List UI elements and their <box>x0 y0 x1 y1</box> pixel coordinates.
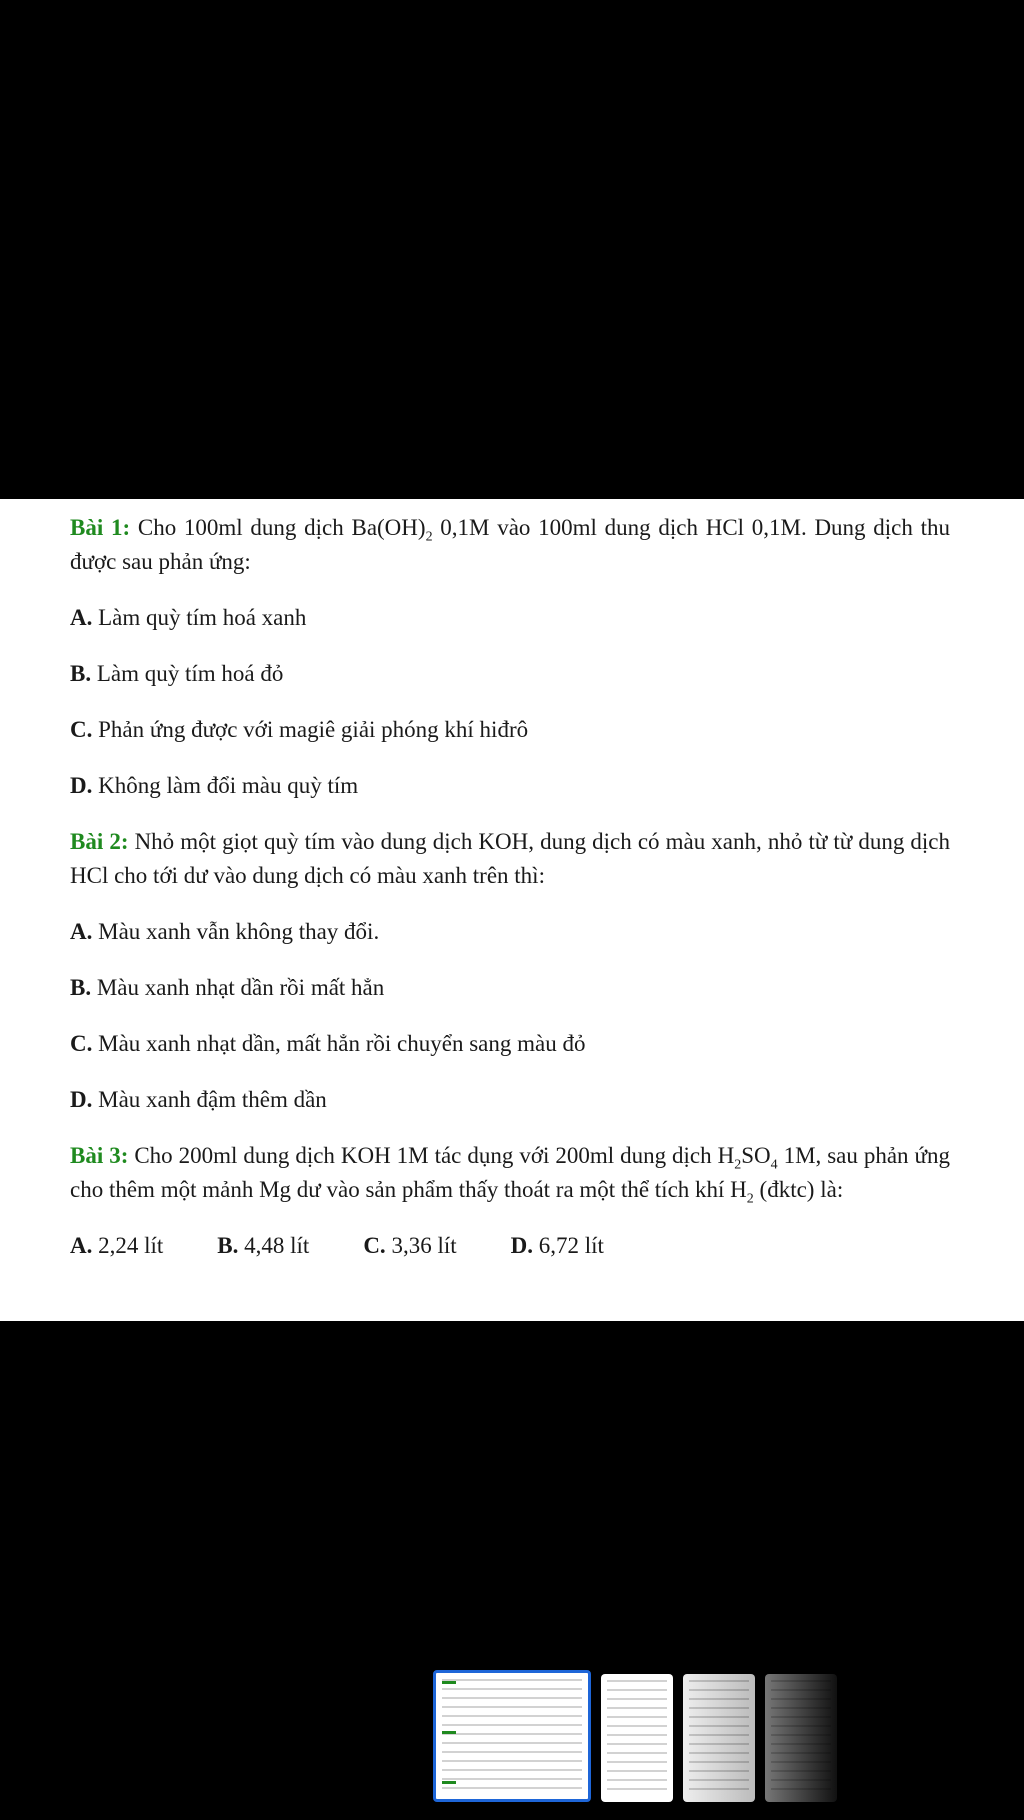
option-c: C. Màu xanh nhạt dần, mất hẳn rồi chuyển sang màu đỏ <box>70 1031 586 1056</box>
option-d: D. 6,72 lít <box>510 1233 604 1258</box>
option-c: C. Phản ứng được với magiê giải phóng khí hiđrô <box>70 717 529 742</box>
option-b: B. Màu xanh nhạt dần rồi mất hẳn <box>70 975 385 1000</box>
option-a: A. 2,24 lít <box>70 1233 164 1258</box>
option-d: D. Màu xanh đậm thêm dần <box>70 1087 327 1112</box>
thumbnail-strip <box>433 1670 837 1802</box>
question-label: Bài 3: <box>70 1143 129 1168</box>
option-a: A. Làm quỳ tím hoá xanh <box>70 605 307 630</box>
thumbnail-1[interactable] <box>433 1670 591 1802</box>
thumbnail-2[interactable] <box>601 1674 673 1802</box>
question-2: Bài 2: Nhỏ một giọt quỳ tím vào dung dịch KOH, dung dịch có màu xanh, nhỏ từ từ dung dịch HCl cho tới dư vào dung dịch có màu xanh trên thì: <box>70 829 951 888</box>
question-label: Bài 1: <box>70 515 131 540</box>
thumbnail-4[interactable] <box>765 1674 837 1802</box>
option-c: C. 3,36 lít <box>363 1233 457 1258</box>
option-b: B. Làm quỳ tím hoá đỏ <box>70 661 284 686</box>
question-label: Bài 2: <box>70 829 129 854</box>
option-d: D. Không làm đổi màu quỳ tím <box>70 773 359 798</box>
question-1: Bài 1: Cho 100ml dung dịch $Ba(OH)_2$ 0,1M vào 100ml dung dịch HCl 0,1M. Dung dịch thu được sau phản ứng: <box>70 515 950 574</box>
document-image[interactable] <box>0 499 1024 1321</box>
question-3: Bài 3: Cho 200ml dung dịch KOH 1M tác dụng với 200ml dung dịch $H_2SO_4$ 1M, sau phản ứng cho thêm một mảnh Mg dư vào sản phẩm thấy thoát ra một thể tích khí $H_2$ (đktc) là: <box>70 1143 950 1207</box>
thumbnail-3[interactable] <box>683 1674 755 1802</box>
option-b: B. 4,48 lít <box>217 1233 310 1258</box>
option-a: A. Màu xanh vẫn không thay đổi. <box>70 919 380 944</box>
options-row <box>70 1229 950 1263</box>
